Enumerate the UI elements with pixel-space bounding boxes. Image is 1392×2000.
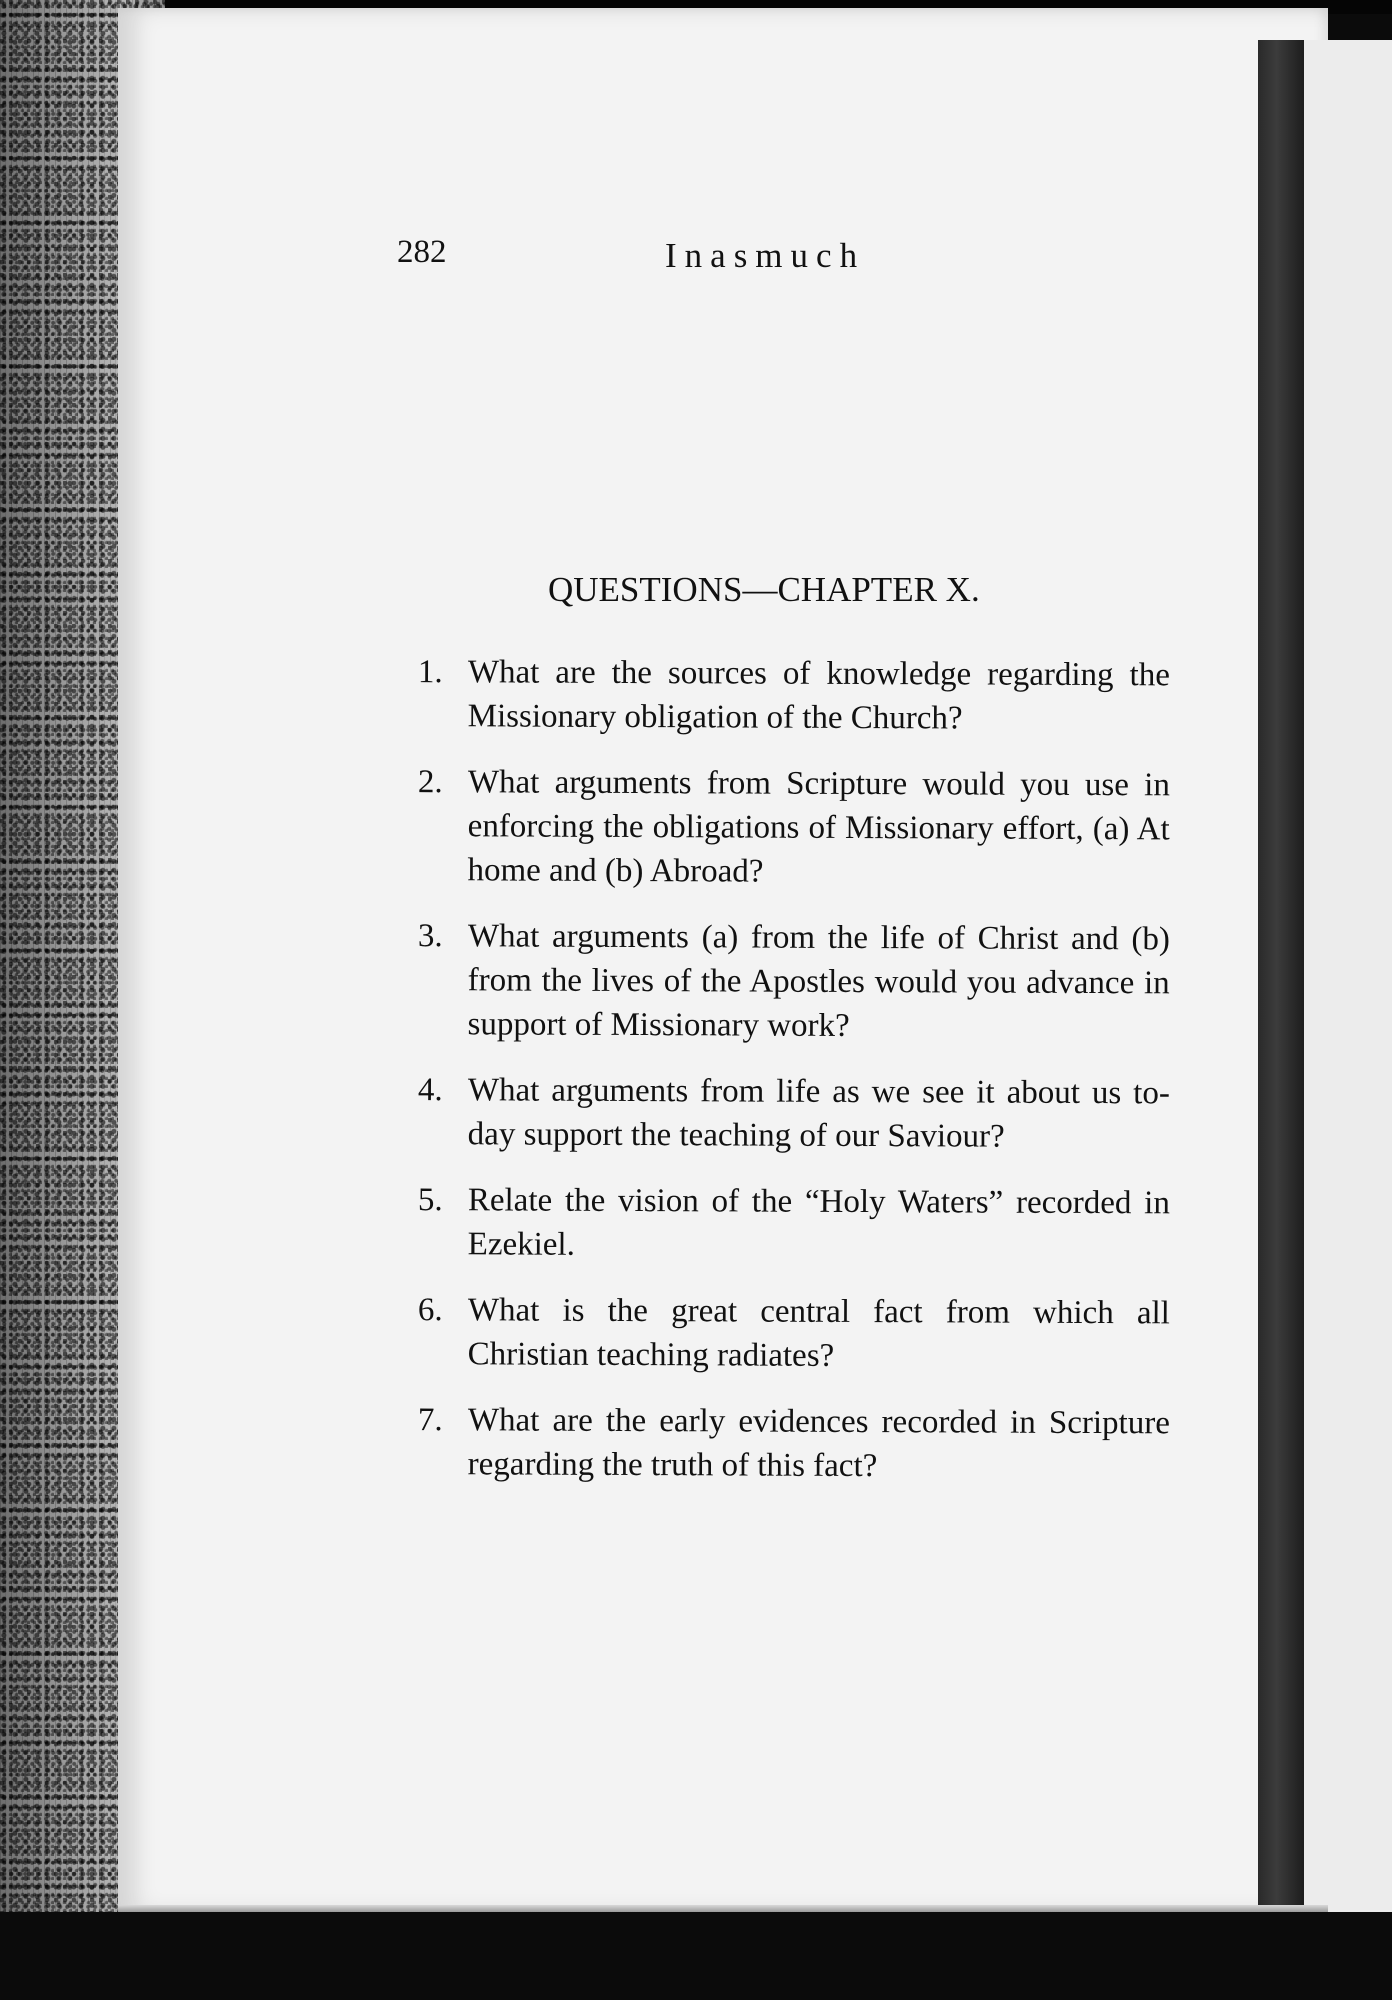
question-text: What arguments (a) from the life of Christ and (b) from the lives of the Apostles would you advance in support of Missionary work? [467, 918, 1170, 1044]
question-item [400, 1398, 1170, 1489]
question-number: 3. [417, 918, 443, 955]
question-item [400, 1288, 1170, 1379]
question-item [399, 760, 1170, 895]
question-number: 7. [417, 1402, 443, 1439]
question-number: 4. [417, 1072, 443, 1109]
question-text: What are the sources of knowledge regarding the Missionary obligation of the Church? [467, 654, 1170, 737]
question-item [400, 1178, 1170, 1269]
running-title: Inasmuch [665, 236, 866, 275]
question-text: What is the great central fact from which all Christian teaching radiates? [467, 1292, 1170, 1374]
chapter-heading: QUESTIONS—CHAPTER X. [548, 570, 980, 609]
question-text: What arguments from Scripture would you use in enforcing the obligations of Missionary effort, (a) At home and (b) Abroad? [467, 764, 1170, 890]
question-item [400, 650, 1170, 741]
page-number: 282 [397, 234, 447, 270]
book-gutter [1258, 40, 1304, 1930]
question-item [400, 1068, 1170, 1159]
question-number: 2. [417, 764, 443, 801]
scan-bottom-border [0, 1912, 1392, 2000]
question-text: What are the early evidences recorded in Scripture regarding the truth of this fact? [467, 1402, 1170, 1485]
question-text: What arguments from life as we see it about us to-day support the teaching of our Saviour? [467, 1072, 1170, 1155]
question-number: 6. [417, 1292, 443, 1329]
question-text: Relate the vision of the “Holy Waters” recorded in Ezekiel. [467, 1182, 1170, 1263]
facing-page-edge [1304, 40, 1392, 1930]
running-head [397, 232, 917, 276]
questions-list [400, 650, 1170, 1508]
question-number: 5. [417, 1182, 443, 1219]
question-item [399, 914, 1170, 1049]
question-number: 1. [417, 654, 443, 691]
